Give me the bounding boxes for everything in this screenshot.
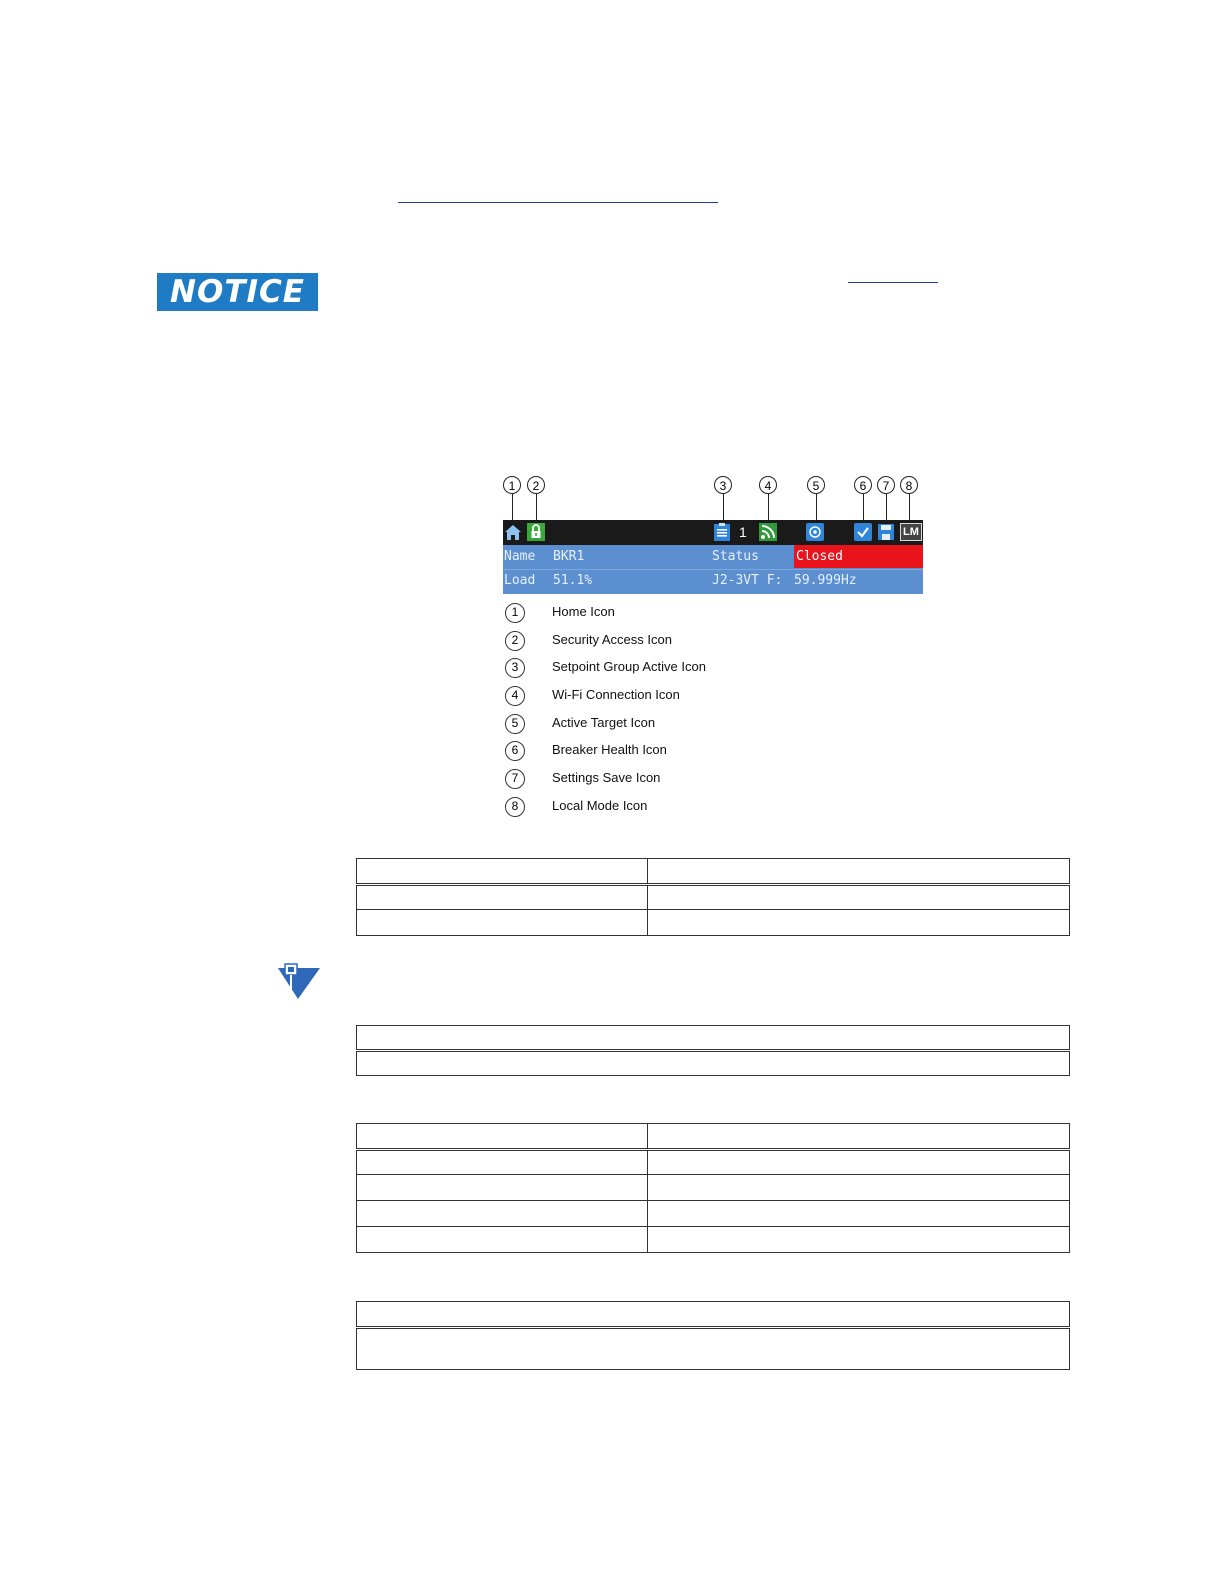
legend-item bbox=[503, 629, 923, 651]
table-header-row bbox=[357, 1026, 1070, 1051]
table-cell bbox=[648, 1150, 1070, 1175]
hyperlink-underline[interactable] bbox=[398, 202, 718, 203]
table-row bbox=[357, 1051, 1070, 1076]
lcd-panel bbox=[503, 545, 923, 594]
table-cell bbox=[648, 910, 1070, 936]
callout-leader bbox=[863, 494, 864, 520]
table-cell bbox=[357, 1175, 648, 1201]
legend-label: Wi-Fi Connection Icon bbox=[552, 687, 680, 702]
note-icon bbox=[276, 962, 322, 1002]
table-row bbox=[357, 1175, 1070, 1201]
load-label: Load bbox=[504, 573, 536, 588]
legend-label: Home Icon bbox=[552, 604, 615, 619]
home-icon[interactable] bbox=[504, 523, 522, 541]
callout-2: 2 bbox=[527, 476, 545, 494]
setpoint-group-number: 1 bbox=[739, 524, 747, 540]
settings-table-2 bbox=[356, 1025, 1070, 1076]
table-cell bbox=[357, 1227, 648, 1253]
frequency-label: J2-3VT F: bbox=[712, 573, 783, 588]
status-bar bbox=[503, 520, 923, 545]
table-cell bbox=[648, 859, 1070, 885]
callout-row bbox=[503, 476, 925, 520]
table-cell bbox=[357, 1051, 1070, 1076]
table-cell bbox=[648, 1227, 1070, 1253]
legend-label: Setpoint Group Active Icon bbox=[552, 659, 706, 674]
legend-item bbox=[503, 767, 923, 789]
hyperlink-underline-notice[interactable] bbox=[848, 282, 938, 283]
legend-item bbox=[503, 739, 923, 761]
status-value: Closed bbox=[796, 549, 843, 564]
legend-number: 8 bbox=[505, 797, 525, 817]
name-label: Name bbox=[504, 549, 536, 564]
table-header-row bbox=[357, 859, 1070, 885]
legend-item bbox=[503, 684, 923, 706]
table-header-row bbox=[357, 1124, 1070, 1150]
table-cell bbox=[357, 1302, 1070, 1328]
load-value: 51.1% bbox=[553, 573, 593, 588]
callout-leader bbox=[512, 494, 513, 520]
legend-number: 7 bbox=[505, 769, 525, 789]
legend-label: Breaker Health Icon bbox=[552, 742, 667, 757]
status-bar-figure bbox=[503, 476, 925, 821]
callout-leader bbox=[536, 494, 537, 520]
table-cell bbox=[648, 1124, 1070, 1150]
table-header-row bbox=[357, 1302, 1070, 1328]
table-cell bbox=[357, 1026, 1070, 1051]
table-cell bbox=[357, 910, 648, 936]
lock-icon[interactable] bbox=[527, 523, 545, 541]
table-cell bbox=[648, 885, 1070, 910]
legend-number: 3 bbox=[505, 658, 525, 678]
table-row bbox=[357, 910, 1070, 936]
name-value: BKR1 bbox=[553, 549, 585, 564]
target-icon[interactable] bbox=[806, 523, 824, 541]
table-row bbox=[357, 885, 1070, 910]
legend-item bbox=[503, 656, 923, 678]
settings-table-4 bbox=[356, 1301, 1070, 1370]
table-row bbox=[357, 1150, 1070, 1175]
legend-label: Security Access Icon bbox=[552, 632, 672, 647]
clipboard-icon[interactable] bbox=[713, 523, 731, 541]
legend-number: 4 bbox=[505, 686, 525, 706]
legend-number: 6 bbox=[505, 741, 525, 761]
notice-badge: NOTICE bbox=[157, 273, 318, 311]
table-cell bbox=[357, 1124, 648, 1150]
table-cell bbox=[357, 885, 648, 910]
table-cell bbox=[357, 1150, 648, 1175]
callout-7: 7 bbox=[877, 476, 895, 494]
callout-4: 4 bbox=[759, 476, 777, 494]
legend-item bbox=[503, 601, 923, 623]
callout-6: 6 bbox=[854, 476, 872, 494]
callout-leader bbox=[816, 494, 817, 520]
legend-number: 1 bbox=[505, 603, 525, 623]
callout-leader bbox=[768, 494, 769, 520]
callout-1: 1 bbox=[503, 476, 521, 494]
callout-leader bbox=[909, 494, 910, 520]
table-row bbox=[357, 1201, 1070, 1227]
legend-label: Local Mode Icon bbox=[552, 798, 648, 813]
save-icon[interactable] bbox=[877, 523, 895, 541]
callout-5: 5 bbox=[807, 476, 825, 494]
shield-check-icon[interactable] bbox=[854, 523, 872, 541]
legend-number: 5 bbox=[505, 714, 525, 734]
callout-leader bbox=[723, 494, 724, 520]
table-cell bbox=[357, 1201, 648, 1227]
table-row bbox=[357, 1227, 1070, 1253]
callout-leader bbox=[886, 494, 887, 520]
table-row bbox=[357, 1328, 1070, 1370]
legend-item bbox=[503, 795, 923, 817]
table-cell bbox=[648, 1201, 1070, 1227]
table-cell bbox=[648, 1175, 1070, 1201]
legend-item bbox=[503, 712, 923, 734]
table-cell bbox=[357, 859, 648, 885]
local-mode-label: LM bbox=[903, 526, 919, 538]
callout-3: 3 bbox=[714, 476, 732, 494]
legend-label: Settings Save Icon bbox=[552, 770, 661, 785]
table-cell bbox=[357, 1328, 1070, 1370]
settings-table-1 bbox=[356, 858, 1070, 936]
callout-8: 8 bbox=[900, 476, 918, 494]
legend-number: 2 bbox=[505, 631, 525, 651]
frequency-value: 59.999Hz bbox=[794, 573, 857, 588]
settings-table-3 bbox=[356, 1123, 1070, 1253]
wifi-icon[interactable] bbox=[759, 523, 777, 541]
status-label: Status bbox=[712, 549, 759, 564]
legend-label: Active Target Icon bbox=[552, 715, 656, 730]
